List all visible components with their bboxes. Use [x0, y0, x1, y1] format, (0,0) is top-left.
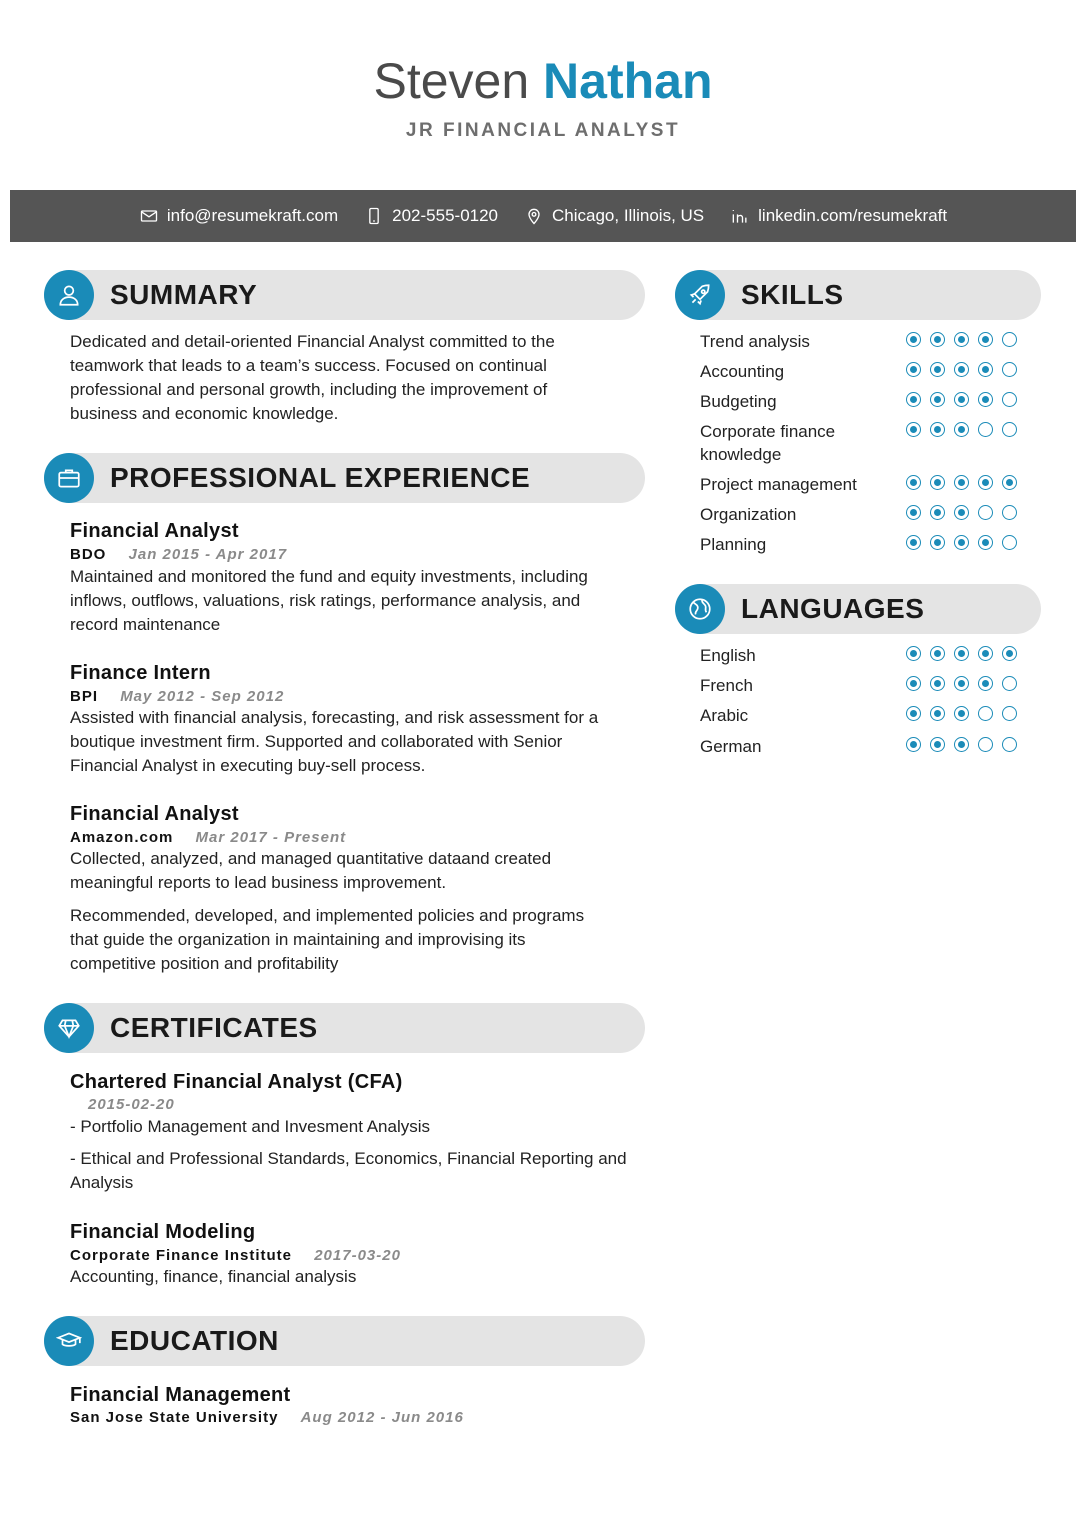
skill-label: Accounting: [700, 362, 785, 381]
rating-dot-empty: [978, 706, 993, 721]
rating-dot-filled: [906, 422, 921, 437]
experience-2-title: Finance Intern: [70, 662, 211, 684]
rating-dot-filled: [954, 535, 969, 550]
experience-2-desc: Assisted with financial analysis, forecasting, and risk assessment for a boutique investment firm. Supported and collaborated with Senior Financial Analyst in executing buy-sell process.: [70, 708, 599, 775]
experience-2-org: BPI: [70, 688, 99, 705]
experience-3-date: Mar 2017 - Present: [195, 829, 347, 846]
certificate-2-title: Financial Modeling: [70, 1221, 256, 1243]
rating-dot-filled: [906, 737, 921, 752]
location-text: Chicago, Illinois, US: [552, 206, 705, 225]
experience-3-desc: Collected, analyzed, and managed quantitative dataand created meaningful reports to lead business improvement.: [70, 849, 552, 892]
linkedin-text[interactable]: linkedin.com/resumekraft: [758, 206, 948, 225]
rating-dot-filled: [954, 392, 969, 407]
education-heading: EDUCATION: [110, 1325, 279, 1356]
rating-dot-empty: [1002, 392, 1017, 407]
experience-3-desc-2: Recommended, developed, and implemented policies and programs that guide the organization in maintaining and improvising its competitive position and profitability: [70, 906, 585, 973]
skill-rating: [906, 505, 1017, 520]
rating-dot-filled: [930, 332, 945, 347]
skill-rating: [906, 422, 1017, 437]
rating-dot-filled: [906, 332, 921, 347]
rating-dot-filled: [906, 475, 921, 490]
rocket-icon: [687, 282, 713, 308]
certificate-1-desc: - Portfolio Management and Invesment Analysis: [70, 1117, 431, 1136]
experience-2-date: May 2012 - Sep 2012: [120, 688, 285, 705]
experience-1-date: Jan 2015 - Apr 2017: [128, 546, 288, 563]
linkedin-icon: [730, 206, 750, 226]
rating-dot-filled: [978, 535, 993, 550]
rating-dot-filled: [930, 505, 945, 520]
summary-heading: SUMMARY: [110, 279, 258, 310]
rating-dot-filled: [906, 706, 921, 721]
phone-text[interactable]: 202-555-0120: [392, 206, 499, 225]
experience-1-meta: [70, 545, 287, 565]
skills-icon-badge: [675, 270, 725, 320]
experience-1-desc: Maintained and monitored the fund and equity investments, including inflows, outflows, valuations, risk ratings, performance analysis, and record maintenance: [70, 567, 588, 634]
skill-label: Budgeting: [700, 392, 777, 411]
rating-dot-filled: [978, 392, 993, 407]
rating-dot-filled: [954, 646, 969, 661]
user-icon: [56, 282, 82, 308]
rating-dot-filled: [954, 422, 969, 437]
rating-dot-filled: [954, 475, 969, 490]
skill-rating: [906, 362, 1017, 377]
certificate-1-title: Chartered Financial Analyst (CFA): [70, 1071, 403, 1093]
certificate-1-date: 2015-02-20: [88, 1096, 175, 1113]
rating-dot-empty: [1002, 332, 1017, 347]
job-title: JR FINANCIAL ANALYST: [405, 120, 681, 141]
skill-label: Corporate finance knowledge: [700, 422, 836, 464]
rating-dot-empty: [1002, 505, 1017, 520]
rating-dot-filled: [930, 422, 945, 437]
contact-phone[interactable]: [364, 206, 498, 226]
rating-dot-filled: [930, 362, 945, 377]
skill-label: Planning: [700, 535, 767, 554]
education-icon-badge: [44, 1316, 94, 1366]
rating-dot-empty: [978, 737, 993, 752]
rating-dot-filled: [954, 332, 969, 347]
skills-header: [675, 270, 1041, 320]
language-rating: [906, 646, 1017, 661]
summary-text: Dedicated and detail-oriented Financial Analyst committed to the teamwork that leads to a team’s success. Focused on continual professional and personal growth, including the improvement of business and economic knowledge.: [70, 332, 555, 423]
language-rating: [906, 676, 1017, 691]
certificate-1-desc-2: - Ethical and Professional Standards, Economics, Financial Reporting and Analysis: [70, 1149, 627, 1192]
rating-dot-empty: [978, 422, 993, 437]
last-name: Nathan: [543, 53, 713, 109]
candidate-name: [0, 52, 1086, 110]
rating-dot-filled: [930, 475, 945, 490]
rating-dot-empty: [1002, 362, 1017, 377]
education-1-date: Aug 2012 - Jun 2016: [300, 1409, 464, 1426]
phone-icon: [364, 206, 384, 226]
rating-dot-empty: [978, 505, 993, 520]
certificate-1-meta: [88, 1095, 175, 1115]
language-label: English: [700, 646, 756, 665]
rating-dot-filled: [978, 676, 993, 691]
globe-icon: [687, 596, 713, 622]
rating-dot-filled: [906, 535, 921, 550]
language-label: German: [700, 737, 762, 756]
rating-dot-filled: [906, 505, 921, 520]
graduation-cap-icon: [56, 1328, 82, 1354]
envelope-icon: [139, 206, 159, 226]
rating-dot-filled: [978, 332, 993, 347]
skill-label: Organization: [700, 505, 797, 524]
rating-dot-filled: [978, 475, 993, 490]
rating-dot-filled: [930, 535, 945, 550]
rating-dot-filled: [906, 392, 921, 407]
rating-dot-empty: [1002, 676, 1017, 691]
contact-location: [524, 206, 704, 226]
contact-bar: [10, 190, 1076, 242]
certificates-heading: CERTIFICATES: [110, 1012, 318, 1043]
location-pin-icon: [524, 206, 544, 226]
skill-rating: [906, 535, 1017, 550]
rating-dot-empty: [1002, 535, 1017, 550]
rating-dot-empty: [1002, 706, 1017, 721]
rating-dot-filled: [978, 362, 993, 377]
email-text[interactable]: info@resumekraft.com: [166, 206, 339, 225]
rating-dot-filled: [954, 676, 969, 691]
languages-icon-badge: [675, 584, 725, 634]
skill-label: Project management: [700, 475, 857, 494]
contact-linkedin[interactable]: [730, 206, 947, 226]
rating-dot-filled: [930, 646, 945, 661]
language-label: Arabic: [700, 706, 749, 725]
rating-dot-empty: [1002, 422, 1017, 437]
rating-dot-filled: [906, 362, 921, 377]
education-1-title: Financial Management: [70, 1384, 291, 1406]
rating-dot-filled: [930, 706, 945, 721]
rating-dot-filled: [954, 362, 969, 377]
rating-dot-filled: [1002, 475, 1017, 490]
education-1-org: San Jose State University: [70, 1409, 279, 1426]
experience-3-title: Financial Analyst: [70, 803, 239, 825]
skill-rating: [906, 392, 1017, 407]
diamond-icon: [56, 1015, 82, 1041]
certificate-2-meta: [70, 1246, 401, 1266]
language-rating: [906, 737, 1017, 752]
experience-heading: PROFESSIONAL EXPERIENCE: [110, 462, 531, 493]
language-label: French: [700, 676, 753, 695]
language-rating: [906, 706, 1017, 721]
skill-rating: [906, 332, 1017, 347]
experience-3-org: Amazon.com: [70, 829, 174, 846]
certificate-2-org: Corporate Finance Institute: [70, 1247, 293, 1264]
experience-3-meta: [70, 828, 346, 848]
briefcase-icon: [56, 465, 82, 491]
skill-label: Trend analysis: [700, 332, 810, 351]
certificate-2-date: 2017-03-20: [314, 1247, 401, 1264]
rating-dot-filled: [1002, 646, 1017, 661]
experience-1-org: BDO: [70, 546, 107, 563]
rating-dot-filled: [906, 646, 921, 661]
contact-email[interactable]: [139, 206, 338, 226]
certificate-2-desc: Accounting, finance, financial analysis: [70, 1267, 357, 1286]
rating-dot-filled: [930, 737, 945, 752]
summary-icon-badge: [44, 270, 94, 320]
rating-dot-filled: [954, 505, 969, 520]
experience-2-meta: [70, 687, 284, 707]
certificates-icon-badge: [44, 1003, 94, 1053]
rating-dot-empty: [1002, 737, 1017, 752]
rating-dot-filled: [930, 392, 945, 407]
rating-dot-filled: [954, 706, 969, 721]
skill-rating: [906, 475, 1017, 490]
education-1-meta: [70, 1408, 464, 1428]
rating-dot-filled: [930, 676, 945, 691]
first-name: Steven: [373, 53, 530, 109]
resume-header: [0, 52, 1086, 142]
rating-dot-filled: [978, 646, 993, 661]
skills-heading: SKILLS: [741, 279, 844, 310]
languages-heading: LANGUAGES: [741, 593, 925, 624]
rating-dot-filled: [906, 676, 921, 691]
experience-1-title: Financial Analyst: [70, 520, 239, 542]
experience-icon-badge: [44, 453, 94, 503]
rating-dot-filled: [954, 737, 969, 752]
